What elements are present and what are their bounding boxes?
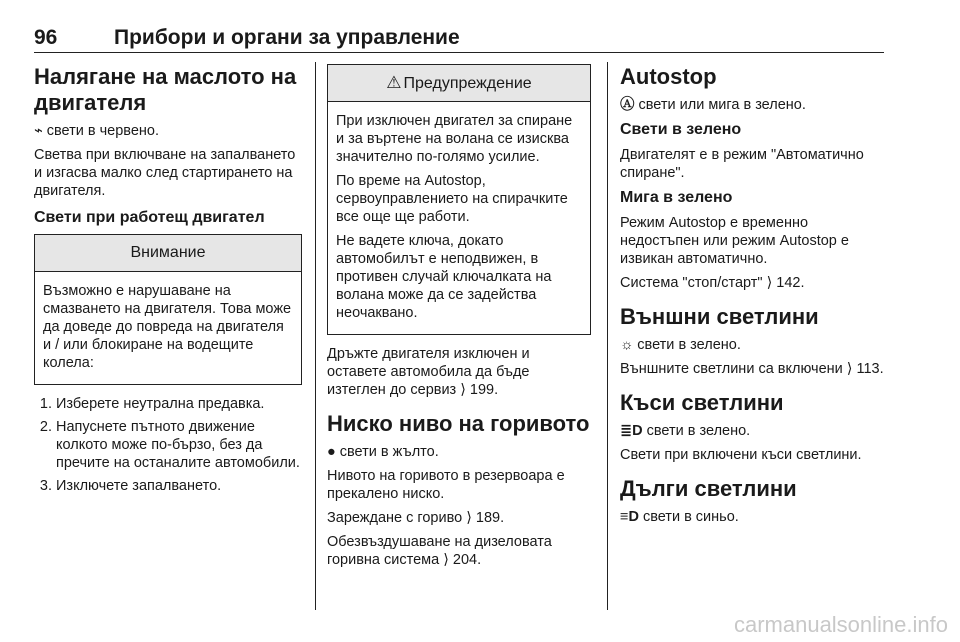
paragraph: Свети при включени къси светлини.: [620, 447, 862, 463]
icon-line: Ⓐ свети или мига в зелено.: [620, 97, 806, 113]
low-beam-icon: ≣D: [620, 423, 643, 439]
column-3: [620, 64, 890, 532]
icon-line: ≣D свети в зелено.: [620, 423, 751, 439]
watermark: carmanualsonline.info: [733, 612, 948, 637]
column-divider: [607, 62, 608, 610]
subheading: Мига в зелено: [620, 189, 733, 206]
paragraph: Дръжте двигателя изключен и оставете автомобила да бъде изтеглен до сервиз ⟩ 199.: [327, 346, 530, 398]
warning-text: При изключен двигател за спиране и за въртене на волана се изисква значително по-голямо усилие.: [336, 113, 573, 165]
column-2: [327, 64, 591, 575]
notice-text: Възможно е нарушаване на смазването на двигателя. Това може да доведе до повреда на двигателя и / или блокиране на водещите колела:: [43, 283, 292, 371]
paragraph: Обезвъздушаване на дизеловата горивна система ⟩ 204.: [327, 534, 552, 568]
icon-line: ≡D свети в синьо.: [620, 509, 739, 525]
paragraph: Режим Autostop е временно недостъпен или режим Autostop е извикан автоматично.: [620, 215, 849, 267]
warning-text: По време на Autostop, сервоуправлението на спирачките все още ще работи.: [336, 173, 568, 225]
icon-line: ● свети в жълто.: [327, 444, 439, 460]
section-heading: Налягане на маслото на двигателя: [34, 64, 297, 115]
paragraph: Нивото на горивото в резервоара е прекалено ниско.: [327, 468, 565, 502]
section-heading: Дълги светлини: [620, 476, 797, 501]
list-item: 2. Напуснете пътното движение колкото може по-бързо, без да пречите на останалите автомобили.: [56, 418, 302, 472]
notice-box: [34, 234, 302, 385]
column-divider: [315, 62, 316, 610]
high-beam-icon: ≡D: [620, 509, 639, 525]
warning-box: [327, 64, 591, 335]
section-heading: Autostop: [620, 64, 717, 89]
oil-pressure-icon: ⌁: [34, 123, 43, 139]
paragraph: Двигателят е в режим "Автоматично спиране".: [620, 147, 864, 181]
warning-triangle-icon: ⚠: [386, 73, 402, 92]
paragraph: Система "стоп/старт" ⟩ 142.: [620, 275, 805, 291]
subheading: Свети при работещ двигател: [34, 209, 265, 226]
notice-title: Внимание: [35, 235, 301, 272]
icon-line: ☼ свети в зелено.: [620, 337, 741, 353]
running-title: Прибори и органи за управление: [114, 26, 460, 49]
section-heading: Къси светлини: [620, 390, 784, 415]
warning-title: ⚠ Предупреждение: [328, 65, 590, 102]
list-item: 3. Изключете запалването.: [56, 477, 302, 495]
icon-line: ⌁ свети в червено.: [34, 123, 159, 139]
list-item: 1. Изберете неутрална предавка.: [56, 395, 302, 413]
column-1: [34, 64, 302, 500]
autostop-icon: Ⓐ: [620, 97, 635, 113]
fuel-dot-icon: ●: [327, 444, 336, 460]
page-header: [34, 26, 884, 53]
section-heading: Ниско ниво на горивото: [327, 411, 590, 436]
paragraph: Външните светлини са включени ⟩ 113.: [620, 361, 884, 377]
exterior-lights-icon: ☼: [620, 337, 634, 353]
warning-text: Не вадете ключа, докато автомобилът е неподвижен, в противен случай ключалката на волана може да се задейства неочаквано.: [336, 233, 552, 321]
steps-list: [34, 395, 302, 495]
paragraph: Светва при включване на запалването и изгасва малко след стартирането на двигателя.: [34, 147, 296, 199]
subheading: Свети в зелено: [620, 121, 742, 138]
paragraph: Зареждане с гориво ⟩ 189.: [327, 510, 505, 526]
page-number: 96: [34, 26, 58, 49]
section-heading: Външни светлини: [620, 304, 819, 329]
